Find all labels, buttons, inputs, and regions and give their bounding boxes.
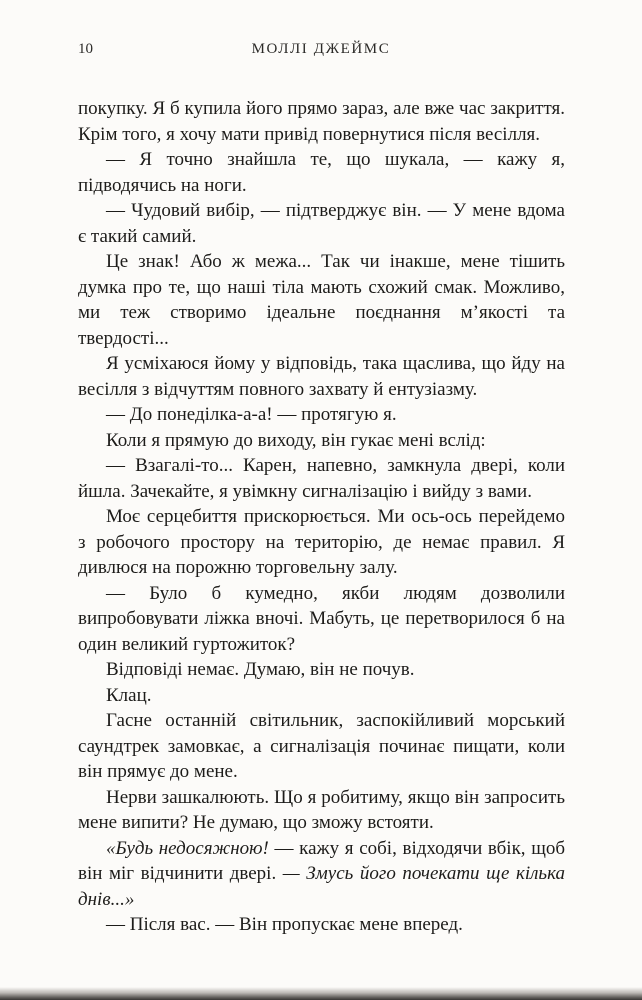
paragraph-dialogue: — Взагалі-то... Карен, напевно, замкнула двері, коли йшла. Зачекайте, я увімкну сигналізацію і вийду з вами.: [78, 455, 565, 502]
paragraph: покупку. Я б купила його прямо зараз, але вже час закриття. Крім того, я хочу мати привід повернутися після весілля.: [78, 98, 565, 145]
paragraph-dialogue: — Було б кумедно, якби людям дозволили випробовувати ліжка вночі. Мабуть, це перетворилося б на один великий гуртожиток?: [78, 582, 565, 655]
paragraph: Гасне останній світильник, заспокійливий морський саундтрек замовкає, а сигналізація починає пищати, коли він прямує до мене.: [78, 710, 565, 782]
attribution-run: — кажу я собі, відходячи вбік, щоб він міг відчинити двері.: [78, 837, 565, 884]
inner-speech-run: — Змусь його почекати ще кілька днів...»: [78, 863, 565, 910]
paragraph: Коли я прямую до виходу, він гукає мені вслід:: [106, 429, 486, 451]
page-bottom-edge: [0, 987, 642, 1000]
paragraph: Я усміхаюся йому у відповідь, така щаслива, що йду на весілля з відчуттям повного захвату й ентузіазму.: [78, 353, 565, 400]
paragraph-dialogue: — Чудовий вибір, — підтверджує він. — У мене вдома є такий самий.: [78, 200, 565, 247]
paragraph-dialogue: — Після вас. — Він пропускає мене вперед.: [106, 914, 463, 935]
paragraph: Нерви зашкалюють. Що я робитиму, якщо він запросить мене випити? Не думаю, що зможу встояти.: [78, 786, 565, 833]
inner-speech-run: «Будь недосяжною!: [106, 837, 275, 859]
paragraph-inner-speech: [78, 836, 565, 913]
page-body: [78, 96, 565, 938]
page-number: 10: [78, 41, 93, 57]
paragraph: Відповіді немає. Думаю, він не почув.: [106, 659, 415, 680]
page-header: [78, 41, 564, 61]
paragraph-dialogue: — Я точно знайшла те, що шукала, — кажу я, підводячись на ноги.: [78, 149, 565, 196]
paragraph-dialogue: — До понеділка-а-а! — протягую я.: [106, 404, 397, 425]
paragraph: Це знак! Або ж межа... Так чи інакше, мене тішить думка про те, що наші тіла мають схожий смак. Можливо, ми теж створимо ідеальне поєднання м’якості та твердості...: [78, 251, 565, 349]
paragraph: Клац.: [106, 684, 152, 706]
running-title: МОЛЛІ ДЖЕЙМС: [251, 41, 391, 57]
paragraph: Моє серцебиття прискорюється. Ми ось-ось перейдемо з робочого простору на територію, де немає правил. Я дивлюся на порожню торговельну залу.: [78, 506, 565, 578]
